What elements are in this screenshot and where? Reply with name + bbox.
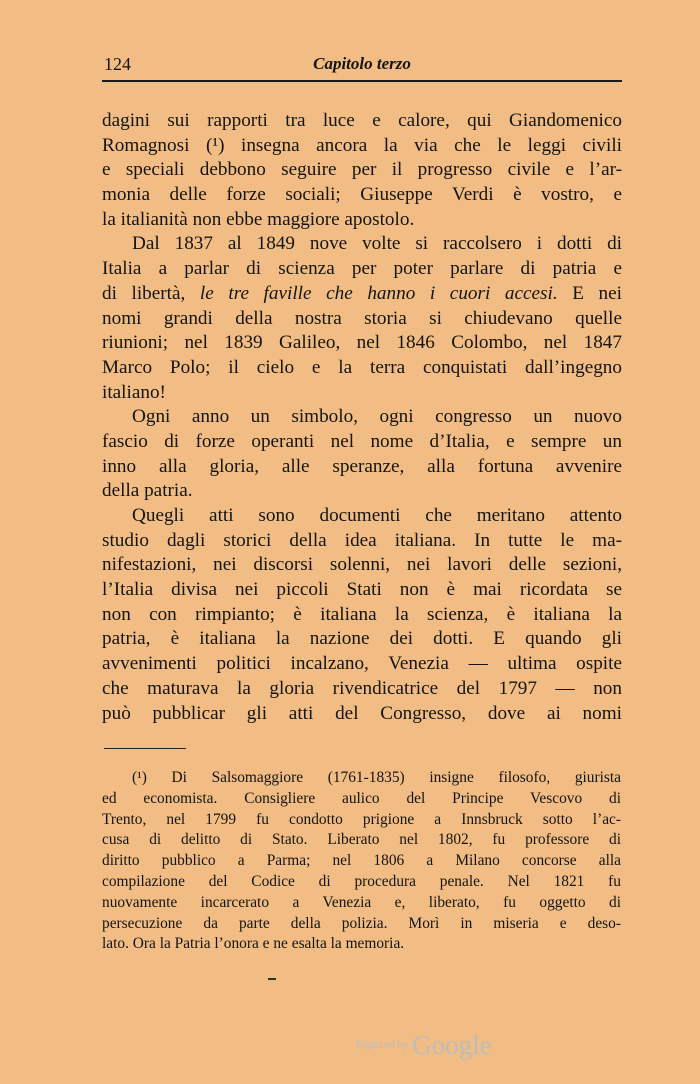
body-line: nomi grandi della nostra storia si chiudevano quelle — [102, 307, 622, 329]
running-header — [102, 52, 622, 80]
body-line: Quegli atti sono documenti che meritano attento — [132, 505, 622, 526]
footnote — [102, 768, 621, 955]
watermark-prefix: Digitized by — [356, 1040, 408, 1051]
body-line: Ogni anno un simbolo, ogni congresso un nuovo — [132, 406, 622, 428]
body-line: della patria. — [102, 480, 193, 502]
body-line: patria, è italiana la nazione dei dotti. E quando gli — [102, 628, 622, 650]
body-line: Marco Polo; il cielo e la terra conquistati dall’ingegno — [102, 356, 622, 378]
body-line: fascio di forze operanti nel nome d’Italia, e sempre un — [102, 430, 622, 452]
printer-mark — [268, 978, 276, 980]
header-rule — [102, 80, 622, 82]
body-line: Italia a parlar di scienza per poter parlare di patria e — [102, 258, 622, 280]
footnote-line: persecuzione da parte della polizia. Morì in miseria e deso- — [102, 914, 621, 932]
footnote-line: compilazione del Codice di procedura penale. Nel 1821 fu — [102, 872, 621, 890]
body-line-end: E nei — [572, 282, 622, 304]
body-line: e speciali debbono seguire per il progresso civile e l’ar- — [102, 159, 622, 181]
body-line-start: di libertà, — [102, 282, 186, 304]
body-line: dagini sui rapporti tra luce e calore, qui Giandomenico — [102, 110, 622, 131]
footnote-divider — [104, 748, 186, 749]
footnote-line: lato. Ora la Patria l’onora e ne esalta la memoria. — [102, 935, 405, 953]
body-line: riunioni; nel 1839 Galileo, nel 1846 Colombo, nel 1847 — [102, 332, 622, 354]
body-text — [102, 109, 622, 726]
body-line: può pubblicar gli atti del Congresso, dove ai nomi — [102, 702, 622, 724]
footnote-line: (¹) Di Salsomaggiore (1761-1835) insigne filosofo, giurista — [132, 769, 621, 786]
body-line: inno alla gloria, alle speranze, alla fortuna avvenire — [102, 455, 622, 477]
body-line: l’Italia divisa nei piccoli Stati non è mai ricordata se — [102, 579, 622, 601]
digitized-watermark — [356, 1030, 492, 1061]
body-line: studio dagli storici della idea italiana. In tutte le ma- — [102, 529, 622, 551]
body-line: monia delle forze sociali; Giuseppe Verdi è vostro, e — [102, 184, 622, 206]
body-line-mixed — [102, 282, 622, 307]
body-line: avvenimenti politici incalzano, Venezia — ultima ospite — [102, 653, 622, 675]
page-number: 124 — [104, 54, 131, 74]
footnote-line: nuovamente incarcerato a Venezia e, liberato, fu oggetto di — [102, 893, 621, 911]
footnote-line: Trento, nel 1799 fu condotto prigione a Innsbruck sotto l’ac- — [102, 810, 621, 828]
footnote-line: diritto pubblico a Parma; nel 1806 a Milano concorse alla — [102, 852, 621, 870]
body-line: Romagnosi (¹) insegna ancora la via che le leggi civili — [102, 134, 622, 156]
footnote-line: ed economista. Consigliere aulico del Principe Vescovo di — [102, 789, 621, 807]
running-title: Capitolo terzo — [313, 54, 411, 73]
body-line: la italianità non ebbe maggiore apostolo. — [102, 208, 415, 230]
google-logo: Google — [412, 1030, 492, 1060]
body-line: nifestazioni, nei discorsi solenni, nei lavori delle sezioni, — [102, 554, 622, 576]
quotation-italic: le tre faville che hanno i cuori accesi. — [199, 282, 558, 304]
body-line: che maturava la gloria rivendicatrice del 1797 — non — [102, 677, 622, 699]
body-line: non con rimpianto; è italiana la scienza, è italiana la — [102, 603, 622, 625]
footnote-line: cusa di delitto di Stato. Liberato nel 1802, fu professore di — [102, 831, 621, 849]
body-line: Dal 1837 al 1849 nove volte si raccolsero i dotti di — [132, 233, 622, 255]
body-line: italiano! — [102, 381, 166, 403]
